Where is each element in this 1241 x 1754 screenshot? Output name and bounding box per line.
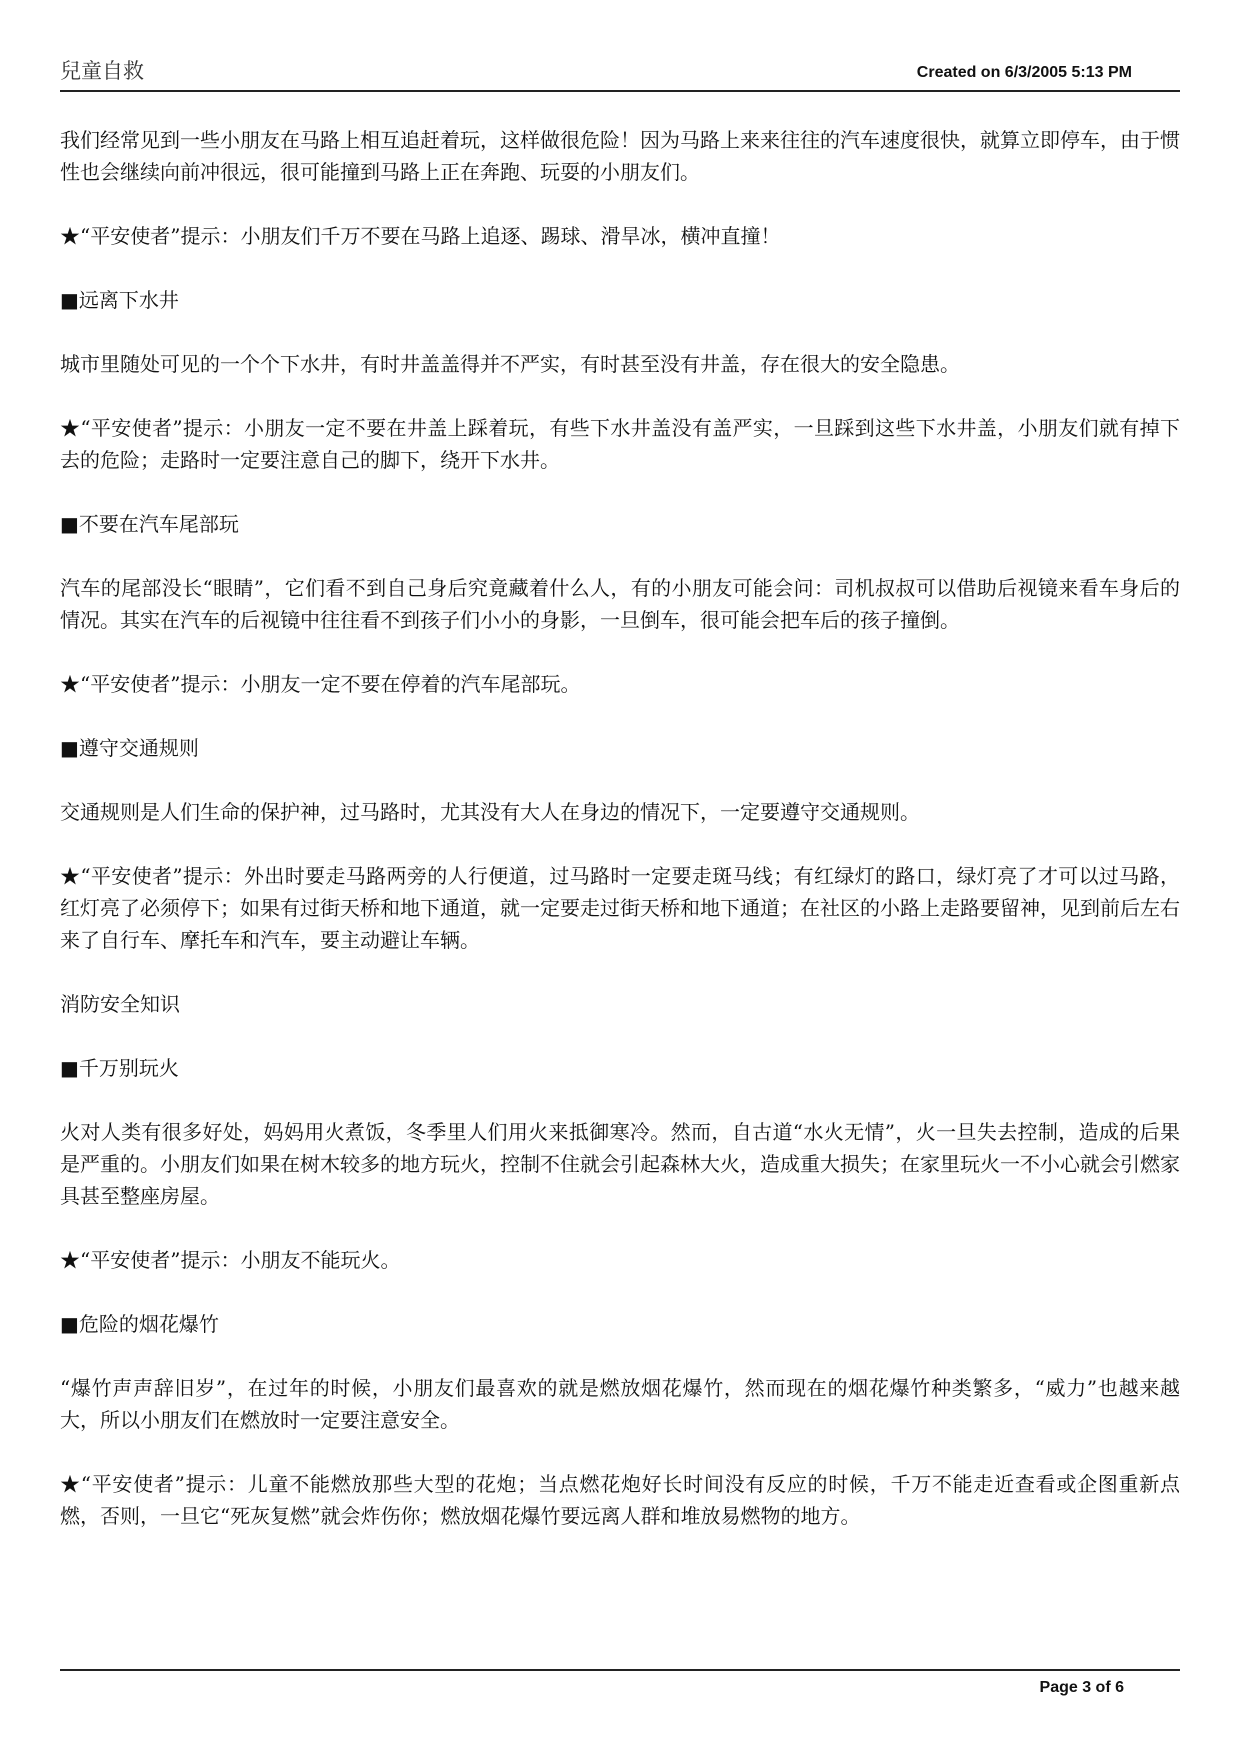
created-timestamp: Created on 6/3/2005 5:13 PM (916, 64, 1132, 81)
paragraph: 我们经常见到一些小朋友在马路上相互追赶着玩，这样做很危险！因为马路上来来往往的汽车速度很快，就算立即停车，由于惯性也会继续向前冲很远，很可能撞到马路上正在奔跑、玩耍的小朋友们。 (60, 128, 1180, 184)
section-heading: ■危险的烟花爆竹 (60, 1312, 219, 1336)
page-footer (60, 1669, 1180, 1701)
page-header (60, 58, 1180, 92)
document-body (60, 124, 1180, 1564)
page-number: Page 3 of 6 (1039, 1679, 1124, 1696)
document-title: 兒童自救 (60, 59, 144, 83)
section-heading: ■千万别玩火 (60, 1056, 179, 1080)
paragraph: 火对人类有很多好处，妈妈用火煮饭，冬季里人们用火来抵御寒冷。然而，自古道“水火无情”，火一旦失去控制，造成的后果是严重的。小朋友们如果在树木较多的地方玩火，控制不住就会引起森林大火，造成重大损失；在家里玩火一不小心就会引燃家具甚至整座房屋。 (60, 1120, 1180, 1208)
section-heading: ■远离下水井 (60, 288, 179, 312)
tip-paragraph: ★“平安使者”提示：小朋友一定不要在井盖上踩着玩，有些下水井盖没有盖严实，一旦踩到这些下水井盖，小朋友们就有掉下去的危险；走路时一定要注意自己的脚下，绕开下水井。 (60, 416, 1180, 472)
tip-paragraph: ★“平安使者”提示：小朋友不能玩火。 (60, 1248, 401, 1272)
tip-paragraph: ★“平安使者”提示：儿童不能燃放那些大型的花炮；当点燃花炮好长时间没有反应的时候，千万不能走近查看或企图重新点燃，否则，一旦它“死灰复燃”就会炸伤你；燃放烟花爆竹要远离人群和堆放易燃物的地方。 (60, 1472, 1180, 1528)
section-heading: ■遵守交通规则 (60, 736, 199, 760)
paragraph: 交通规则是人们生命的保护神，过马路时，尤其没有大人在身边的情况下，一定要遵守交通规则。 (60, 800, 920, 824)
paragraph: “爆竹声声辞旧岁”，在过年的时候，小朋友们最喜欢的就是燃放烟花爆竹，然而现在的烟花爆竹种类繁多，“威力”也越来越大，所以小朋友们在燃放时一定要注意安全。 (60, 1376, 1180, 1432)
tip-paragraph: ★“平安使者”提示：小朋友们千万不要在马路上追逐、踢球、滑旱冰，横冲直撞！ (60, 224, 781, 248)
chapter-heading: 消防安全知识 (60, 992, 180, 1016)
paragraph: 汽车的尾部没长“眼睛”，它们看不到自己身后究竟藏着什么人，有的小朋友可能会问：司机叔叔可以借助后视镜来看车身后的情况。其实在汽车的后视镜中往往看不到孩子们小小的身影，一旦倒车，很可能会把车后的孩子撞倒。 (60, 576, 1180, 632)
tip-paragraph: ★“平安使者”提示：小朋友一定不要在停着的汽车尾部玩。 (60, 672, 581, 696)
tip-paragraph: ★“平安使者”提示：外出时要走马路两旁的人行便道，过马路时一定要走斑马线；有红绿灯的路口，绿灯亮了才可以过马路，红灯亮了必须停下；如果有过街天桥和地下通道，就一定要走过街天桥和地下通道；在社区的小路上走路要留神，见到前后左右来了自行车、摩托车和汽车，要主动避让车辆。 (60, 864, 1180, 952)
paragraph: 城市里随处可见的一个个下水井，有时井盖盖得并不严实，有时甚至没有井盖，存在很大的安全隐患。 (60, 352, 960, 376)
section-heading: ■不要在汽车尾部玩 (60, 512, 239, 536)
